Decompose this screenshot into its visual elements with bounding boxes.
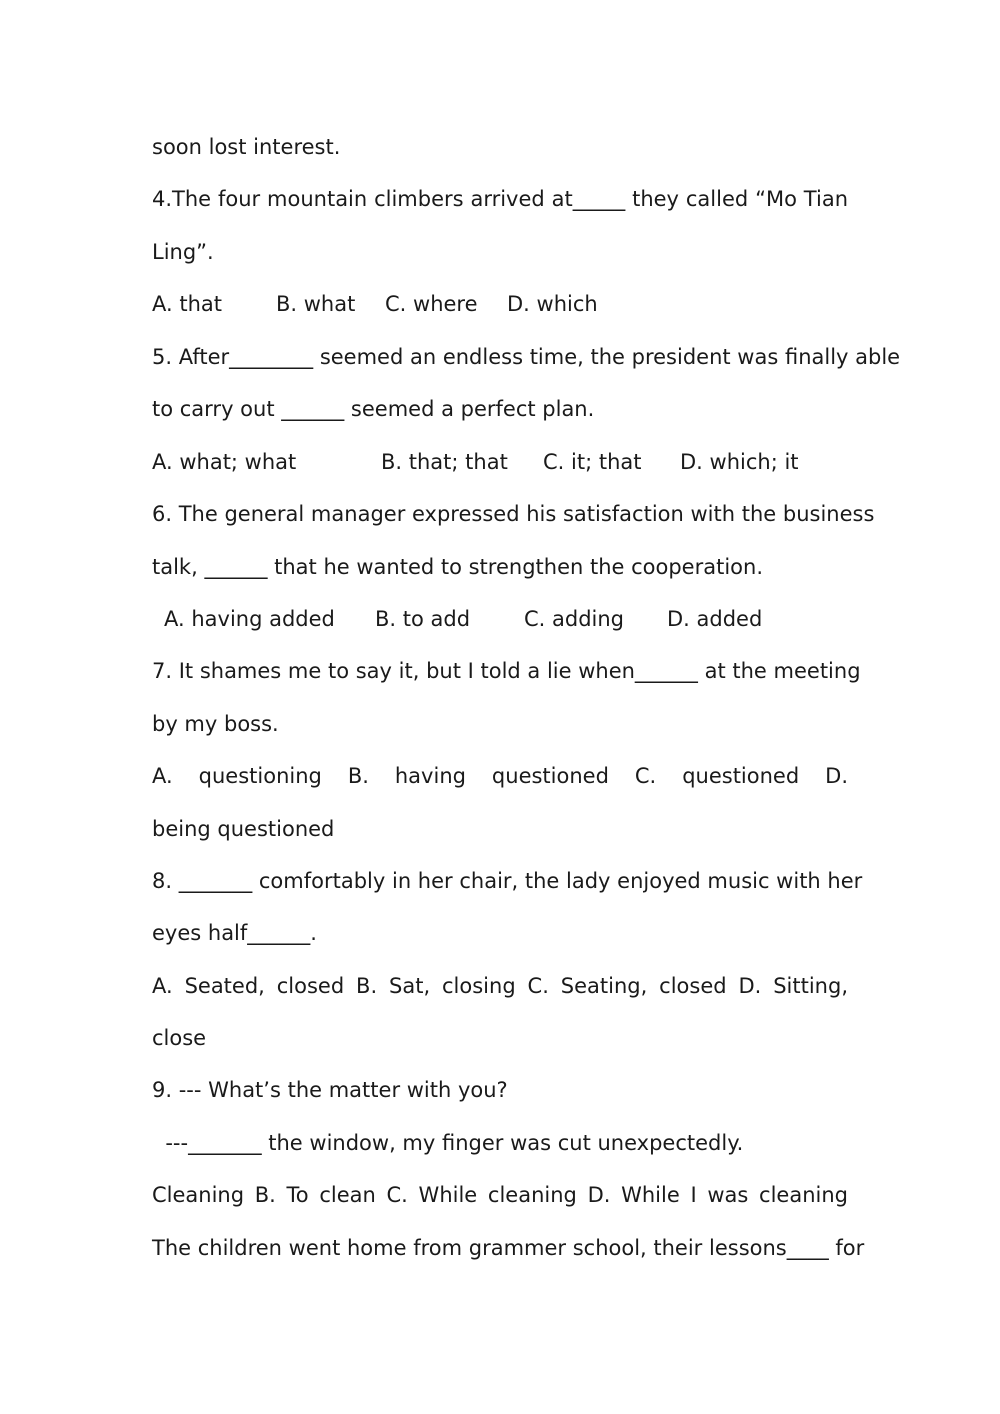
question-8-options: A. Seated, closed B. Sat, closing C. Seating, closed D. Sitting,	[152, 974, 848, 998]
question-5-options	[152, 447, 848, 477]
question-4-options	[152, 289, 848, 319]
question-10-stem: The children went home from grammer school, their lessons____ for	[152, 1236, 865, 1260]
option-a: A. that	[152, 292, 222, 316]
option-d: D. which	[507, 292, 598, 316]
question-8-options-cont: close	[152, 1026, 207, 1050]
option-a: A. having added	[164, 607, 335, 631]
question-7-options-cont: being questioned	[152, 817, 335, 841]
text-line: soon lost interest.	[152, 135, 341, 159]
question-6-stem: 6. The general manager expressed his satisfaction with the business	[152, 502, 875, 526]
option-d: D. which; it	[680, 450, 799, 474]
question-5-stem: 5. After________ seemed an endless time, the president was finally able	[152, 345, 901, 369]
option-c: C. it; that	[543, 450, 642, 474]
question-6-stem-cont: talk, ______ that he wanted to strengthen the cooperation.	[152, 555, 764, 579]
option-b: B. to add	[375, 607, 471, 631]
question-6-options	[152, 604, 848, 634]
question-9-reply: ---_______ the window, my finger was cut unexpectedly.	[152, 1131, 744, 1155]
question-4-stem: 4.The four mountain climbers arrived at_____ they called “Mo Tian	[152, 187, 848, 211]
question-7-stem: 7. It shames me to say it, but I told a lie when______ at the meeting	[152, 659, 861, 683]
option-a: A. what; what	[152, 450, 297, 474]
question-9-options: Cleaning B. To clean C. While cleaning D. While I was cleaning	[152, 1183, 848, 1207]
option-d: D. added	[667, 607, 763, 631]
option-b: B. that; that	[381, 450, 508, 474]
question-5-stem-cont: to carry out ______ seemed a perfect plan.	[152, 397, 595, 421]
option-c: C. adding	[524, 607, 625, 631]
question-7-stem-cont: by my boss.	[152, 712, 279, 736]
question-9-stem: 9. --- What’s the matter with you?	[152, 1078, 508, 1102]
question-8-stem: 8. _______ comfortably in her chair, the lady enjoyed music with her	[152, 869, 863, 893]
question-8-stem-cont: eyes half______.	[152, 921, 317, 945]
option-b: B. what	[276, 292, 356, 316]
option-c: C. where	[385, 292, 478, 316]
question-4-stem-cont: Ling”.	[152, 240, 214, 264]
question-7-options: A. questioning B. having questioned C. questioned D.	[152, 764, 848, 788]
